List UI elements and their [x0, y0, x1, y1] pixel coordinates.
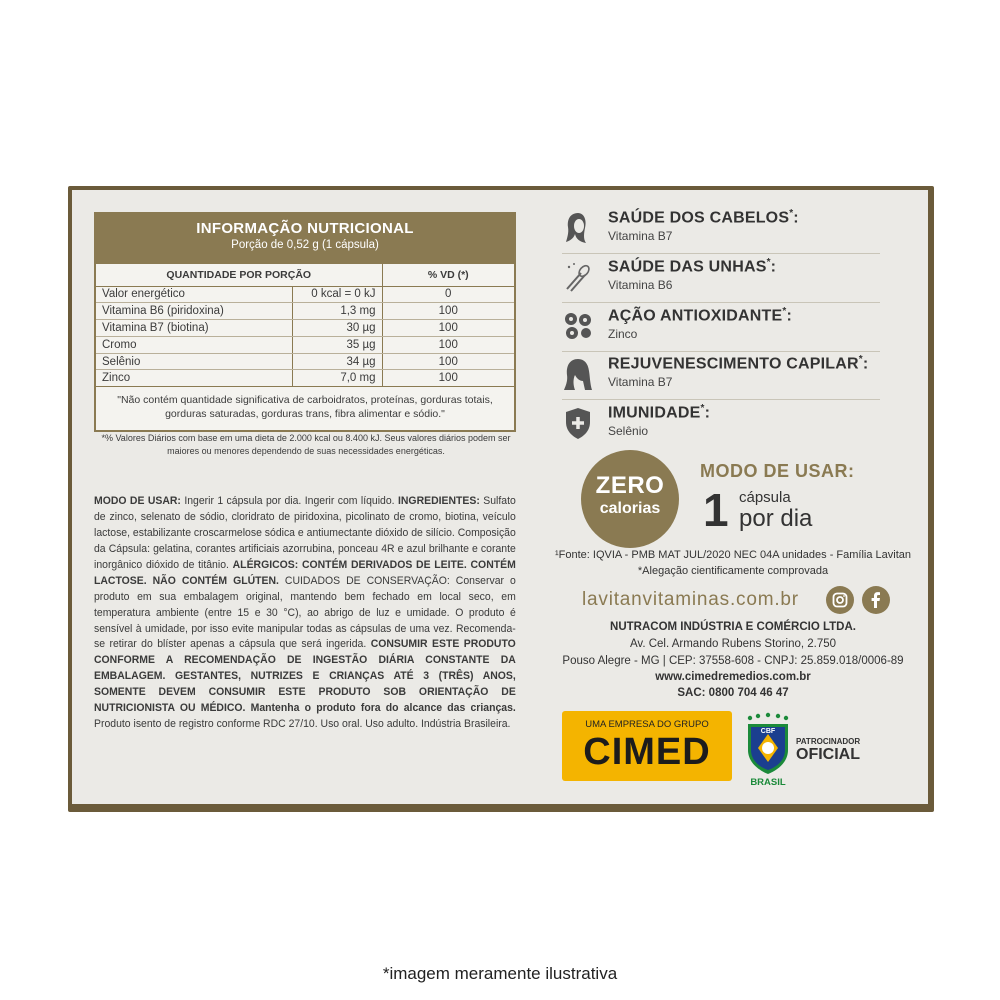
row-amount: 1,3 mg: [292, 303, 382, 320]
table-row: [96, 286, 514, 303]
company-city: Pouso Alegre - MG | CEP: 37558-608 - CNPJ: 25.859.018/0006-89: [562, 655, 904, 667]
zero-calories-badge: [581, 450, 679, 548]
col-vd: % VD (*): [382, 264, 514, 286]
company-web[interactable]: www.cimedremedios.com.br: [655, 671, 811, 683]
benefit-hair: SAÚDE DOS CABELOS*: Vitamina B7: [562, 208, 880, 254]
allergens-text: ALÉRGICOS: CONTÉM DERIVADOS DE LEITE. CONTÉM LACTOSE. NÃO CONTÉM GLÚTEN.: [94, 558, 516, 587]
benefit-nails: SAÚDE DAS UNHAS*: Vitamina B6: [562, 257, 880, 303]
asterisk: *: [782, 306, 787, 317]
table-row: [96, 353, 514, 370]
claim-note: *Alegação cientificamente comprovada: [637, 565, 829, 577]
row-name: Cromo: [96, 336, 292, 353]
table-header-row: [96, 264, 514, 286]
benefit-title: REJUVENESCIMENTO CAPILAR: [608, 355, 859, 373]
company-address: Av. Cel. Armando Rubens Storino, 2.750: [629, 638, 837, 650]
table-row: [96, 303, 514, 320]
row-name: Selênio: [96, 353, 292, 370]
benefit-title: SAÚDE DAS UNHAS: [608, 258, 767, 276]
asterisk: *: [766, 257, 771, 268]
dose-unit: cápsula: [739, 489, 791, 506]
row-name: Vitamina B7 (biotina): [96, 320, 292, 337]
row-amount: 34 µg: [292, 353, 382, 370]
row-amount: 7,0 mg: [292, 370, 382, 387]
row-amount: 35 µg: [292, 336, 382, 353]
daily-values-note: *% Valores Diários com base em uma dieta de 2.000 kcal ou 8.400 kJ. Seus valores diários podem ser maiores ou menores dependendo de suas necessidades energéticas.: [101, 433, 511, 456]
benefit-sub: Zinco: [608, 327, 638, 341]
row-vd: 0: [382, 286, 514, 303]
benefit-rejuvenation: REJUVENESCIMENTO CAPILAR*: Vitamina B7: [562, 354, 880, 400]
table-row: [96, 370, 514, 387]
facebook-icon[interactable]: [862, 586, 890, 614]
benefit-immunity: IMUNIDADE*: Selênio: [562, 403, 880, 449]
modo-title: MODO DE USAR:: [700, 461, 855, 481]
shield-icon: [562, 405, 594, 441]
source-note: ¹Fonte: IQVIA - PMB MAT JUL/2020 NEC 04A unidades - Família Lavitan: [554, 549, 912, 561]
company-name: NUTRACOM INDÚSTRIA E COMÉRCIO LTDA.: [610, 621, 856, 633]
website-link[interactable]: lavitanvitaminas.com.br: [582, 589, 799, 610]
nutrition-title: INFORMAÇÃO NUTRICIONAL: [196, 220, 414, 237]
woman-hair-icon: [562, 356, 594, 392]
hair-icon: [562, 210, 594, 246]
table-row: [96, 320, 514, 337]
row-amount: 0 kcal = 0 kJ: [292, 286, 382, 303]
row-vd: 100: [382, 370, 514, 387]
dose-number: 1: [703, 484, 729, 536]
benefit-sub: Vitamina B7: [608, 375, 673, 389]
benefit-antioxidant: AÇÃO ANTIOXIDANTE*: Zinco: [562, 306, 880, 352]
registry-text: Produto isento de registro conforme RDC 27/10. Uso oral. Uso adulto. Indústria Brasileira.: [94, 718, 511, 731]
nutrition-note: "Não contém quantidade significativa de carboidratos, proteínas, gorduras totais, gorduras saturadas, gorduras trans, fibra alimentar e sódio.": [117, 394, 493, 421]
benefit-sub: Vitamina B6: [608, 278, 673, 292]
row-vd: 100: [382, 353, 514, 370]
cbf-label: CBF: [760, 728, 776, 735]
usage-label: MODO DE USAR:: [94, 495, 181, 507]
conservation-text: CUIDADOS DE CONSERVAÇÃO: Conservar o produto em sua embalagem original, mantendo bem fechado em local seco, em temperatura ambiente (entre 15 e 30 °C), ao abrigo de luz e umidade. O produto é sensível à umidade, por isso evite manipular todas as cápsulas de uma vez. Recomenda-se retirar do blíster apenas a cápsula que será ingerida.: [94, 574, 516, 651]
row-vd: 100: [382, 320, 514, 337]
usage-text: Ingerir 1 cápsula por dia. Ingerir com líquido.: [180, 495, 398, 507]
dose-frequency: por dia: [739, 505, 813, 532]
sponsor-line1: PATROCINADOR: [796, 737, 861, 746]
brasil-label: BRASIL: [750, 777, 786, 788]
nails-icon: [562, 259, 594, 295]
instagram-icon[interactable]: [826, 586, 854, 614]
benefit-title: SAÚDE DOS CABELOS: [608, 209, 790, 227]
cimed-tagline: UMA EMPRESA DO GRUPO: [585, 719, 709, 730]
benefit-sub: Selênio: [608, 424, 649, 438]
row-name: Vitamina B6 (piridoxina): [96, 303, 292, 320]
cimed-logo: [562, 711, 732, 781]
calories-label: calorias: [599, 500, 661, 517]
nutrition-grid: [96, 264, 514, 387]
illustrative-disclaimer: *imagem meramente ilustrativa: [382, 964, 618, 983]
nutrition-header: [96, 214, 514, 264]
antioxidant-icon: [562, 308, 594, 344]
asterisk: *: [858, 354, 863, 365]
nutrition-portion: Porção de 0,52 g (1 cápsula): [231, 239, 379, 251]
asterisk: *: [700, 403, 705, 414]
sponsor-label: [796, 737, 860, 764]
benefit-title: IMUNIDADE: [608, 404, 701, 422]
row-name: Valor energético: [96, 286, 292, 303]
row-amount: 30 µg: [292, 320, 382, 337]
col-quantity: QUANTIDADE POR PORÇÃO: [96, 264, 382, 286]
row-vd: 100: [382, 336, 514, 353]
zero-label: ZERO: [595, 472, 665, 499]
row-name: Zinco: [96, 370, 292, 387]
benefit-sub: Vitamina B7: [608, 229, 673, 243]
company-sac: SAC: 0800 704 46 47: [677, 687, 789, 699]
usage-ingredients-text: [94, 494, 516, 733]
asterisk: *: [789, 208, 794, 219]
row-vd: 100: [382, 303, 514, 320]
nutrition-table: [94, 212, 516, 432]
table-row: [96, 336, 514, 353]
cbf-crest-icon: [742, 712, 794, 788]
benefit-title: AÇÃO ANTIOXIDANTE: [608, 307, 783, 325]
warning-text: CONSUMIR ESTE PRODUTO CONFORME A RECOMENDAÇÃO DE INGESTÃO DIÁRIA CONSTANTE DA EMBALAGEM. GESTANTES, NUTRIZES E CRIANÇAS ATÉ 3 (TRÊS) ANOS, SOMENTE DEVEM CONSUMIR ESTE PRODUTO SOB ORIENTAÇÃO DE NUTRICIONISTA OU MÉDICO. Mantenha o produto fora do alcance das crianças.: [94, 638, 516, 715]
ingredients-label: INGREDIENTES:: [397, 495, 480, 507]
sponsor-line2: OFICIAL: [796, 746, 860, 763]
cimed-wordmark: CIMED: [583, 731, 711, 773]
ingredients-text: Sulfato de zinco, selenato de sódio, cloridrato de piridoxina, picolinato de cromo, biotina, veículo lactose, estabilizante croscarmelose sódica e antiumectante dióxido de silício. Composição da Cápsula: gelatina, corantes artificiais azorrubina, ponceau 4R e azul brilhante e corante inorgânico dióxido de titânio.: [94, 495, 516, 571]
